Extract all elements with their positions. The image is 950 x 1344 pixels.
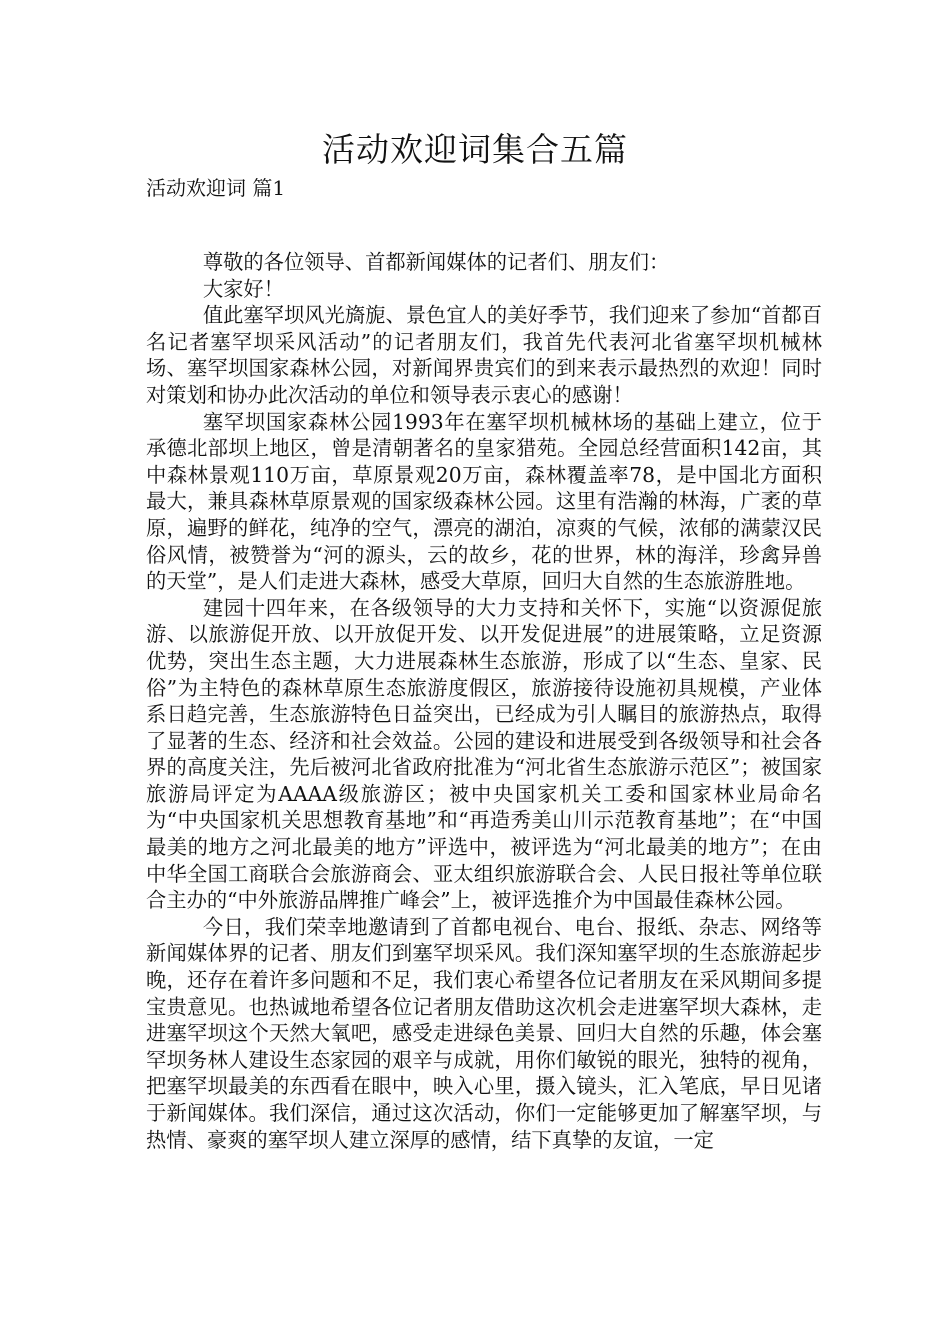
document-body	[146, 249, 822, 1153]
document-title: 活动欢迎词集合五篇	[322, 130, 628, 169]
section-title: 活动欢迎词 篇1	[146, 176, 286, 200]
paragraph-welcome: 值此塞罕坝风光旖旎、景色宜人的美好季节，我们迎来了参加“首都百名记者塞罕坝采风活动”的记者朋友们，我首先代表河北省塞罕坝机械林场、塞罕坝国家森林公园，对新闻界贵宾们的到来表示最热烈的欢迎！同时对策划和协办此次活动的单位和领导表示衷心的感谢！	[146, 303, 822, 407]
paragraph-invitation: 今日，我们荣幸地邀请到了首都电视台、电台、报纸、杂志、网络等新闻媒体界的记者、朋友们到塞罕坝采风。我们深知塞罕坝的生态旅游起步晚，还存在着许多问题和不足，我们衷心希望各位记者朋友在采风期间多提宝贵意见。也热诚地希望各位记者朋友借助这次机会走进塞罕坝大森林，走进塞罕坝这个天然大氧吧，感受走进绿色美景、回归大自然的乐趣，体会塞罕坝务林人建设生态家园的艰辛与成就，用你们敏锐的眼光，独特的视角，把塞罕坝最美的东西看在眼中，映入心里，摄入镜头，汇入笔底，早日见诸于新闻媒体。我们深信，通过这次活动，你们一定能够更加了解塞罕坝，与热情、豪爽的塞罕坝人建立深厚的感情，结下真挚的友谊，一定	[146, 914, 822, 1152]
paragraph-greeting: 大家好！	[202, 276, 284, 301]
paragraph-park-intro: 塞罕坝国家森林公园1993年在塞罕坝机械林场的基础上建立，位于承德北部坝上地区，曾是清朝著名的皇家猎苑。全园总经营面积142亩，其中森林景观110万亩，草原景观20万亩，森林覆盖率78，是中国北方面积最大，兼具森林草原景观的国家级森林公园。这里有浩瀚的林海，广袤的草原，遍野的鲜花，纯净的空气，漂亮的湖泊，凉爽的气候，浓郁的满蒙汉民俗风情，被赞誉为“河的源头，云的故乡，花的世界，林的海洋，珍禽异兽的天堂”，是人们走进大森林，感受大草原，回归大自然的生态旅游胜地。	[146, 409, 822, 594]
paragraph-development: 建园十四年来，在各级领导的大力支持和关怀下，实施“以资源促旅游、以旅游促开放、以开放促开发、以开发促进展”的进展策略，立足资源优势，突出生态主题，大力进展森林生态旅游，形成了以“生态、皇家、民俗”为主特色的森林草原生态旅游度假区，旅游接待设施初具规模，产业体系日趋完善，生态旅游特色日益突出，已经成为引人瞩目的旅游热点，取得了显著的生态、经济和社会效益。公园的建设和进展受到各级领导和社会各界的高度关注，先后被河北省政府批准为“河北省生态旅游示范区”；被国家旅游局评定为AAAA级旅游区；被中央国家机关工委和国家林业局命名为“中央国家机关思想教育基地”和“再造秀美山川示范教育基地”；在“中国最美的地方之河北最美的地方”评选中，被评选为“河北最美的地方”；在由中华全国工商联合会旅游商会、亚太组织旅游联合会、人民日报社等单位联合主办的“中外旅游品牌推广峰会”上，被评选推介为中国最佳森林公园。	[146, 595, 822, 913]
paragraph-salutation: 尊敬的各位领导、首都新闻媒体的记者们、朋友们：	[202, 250, 670, 274]
